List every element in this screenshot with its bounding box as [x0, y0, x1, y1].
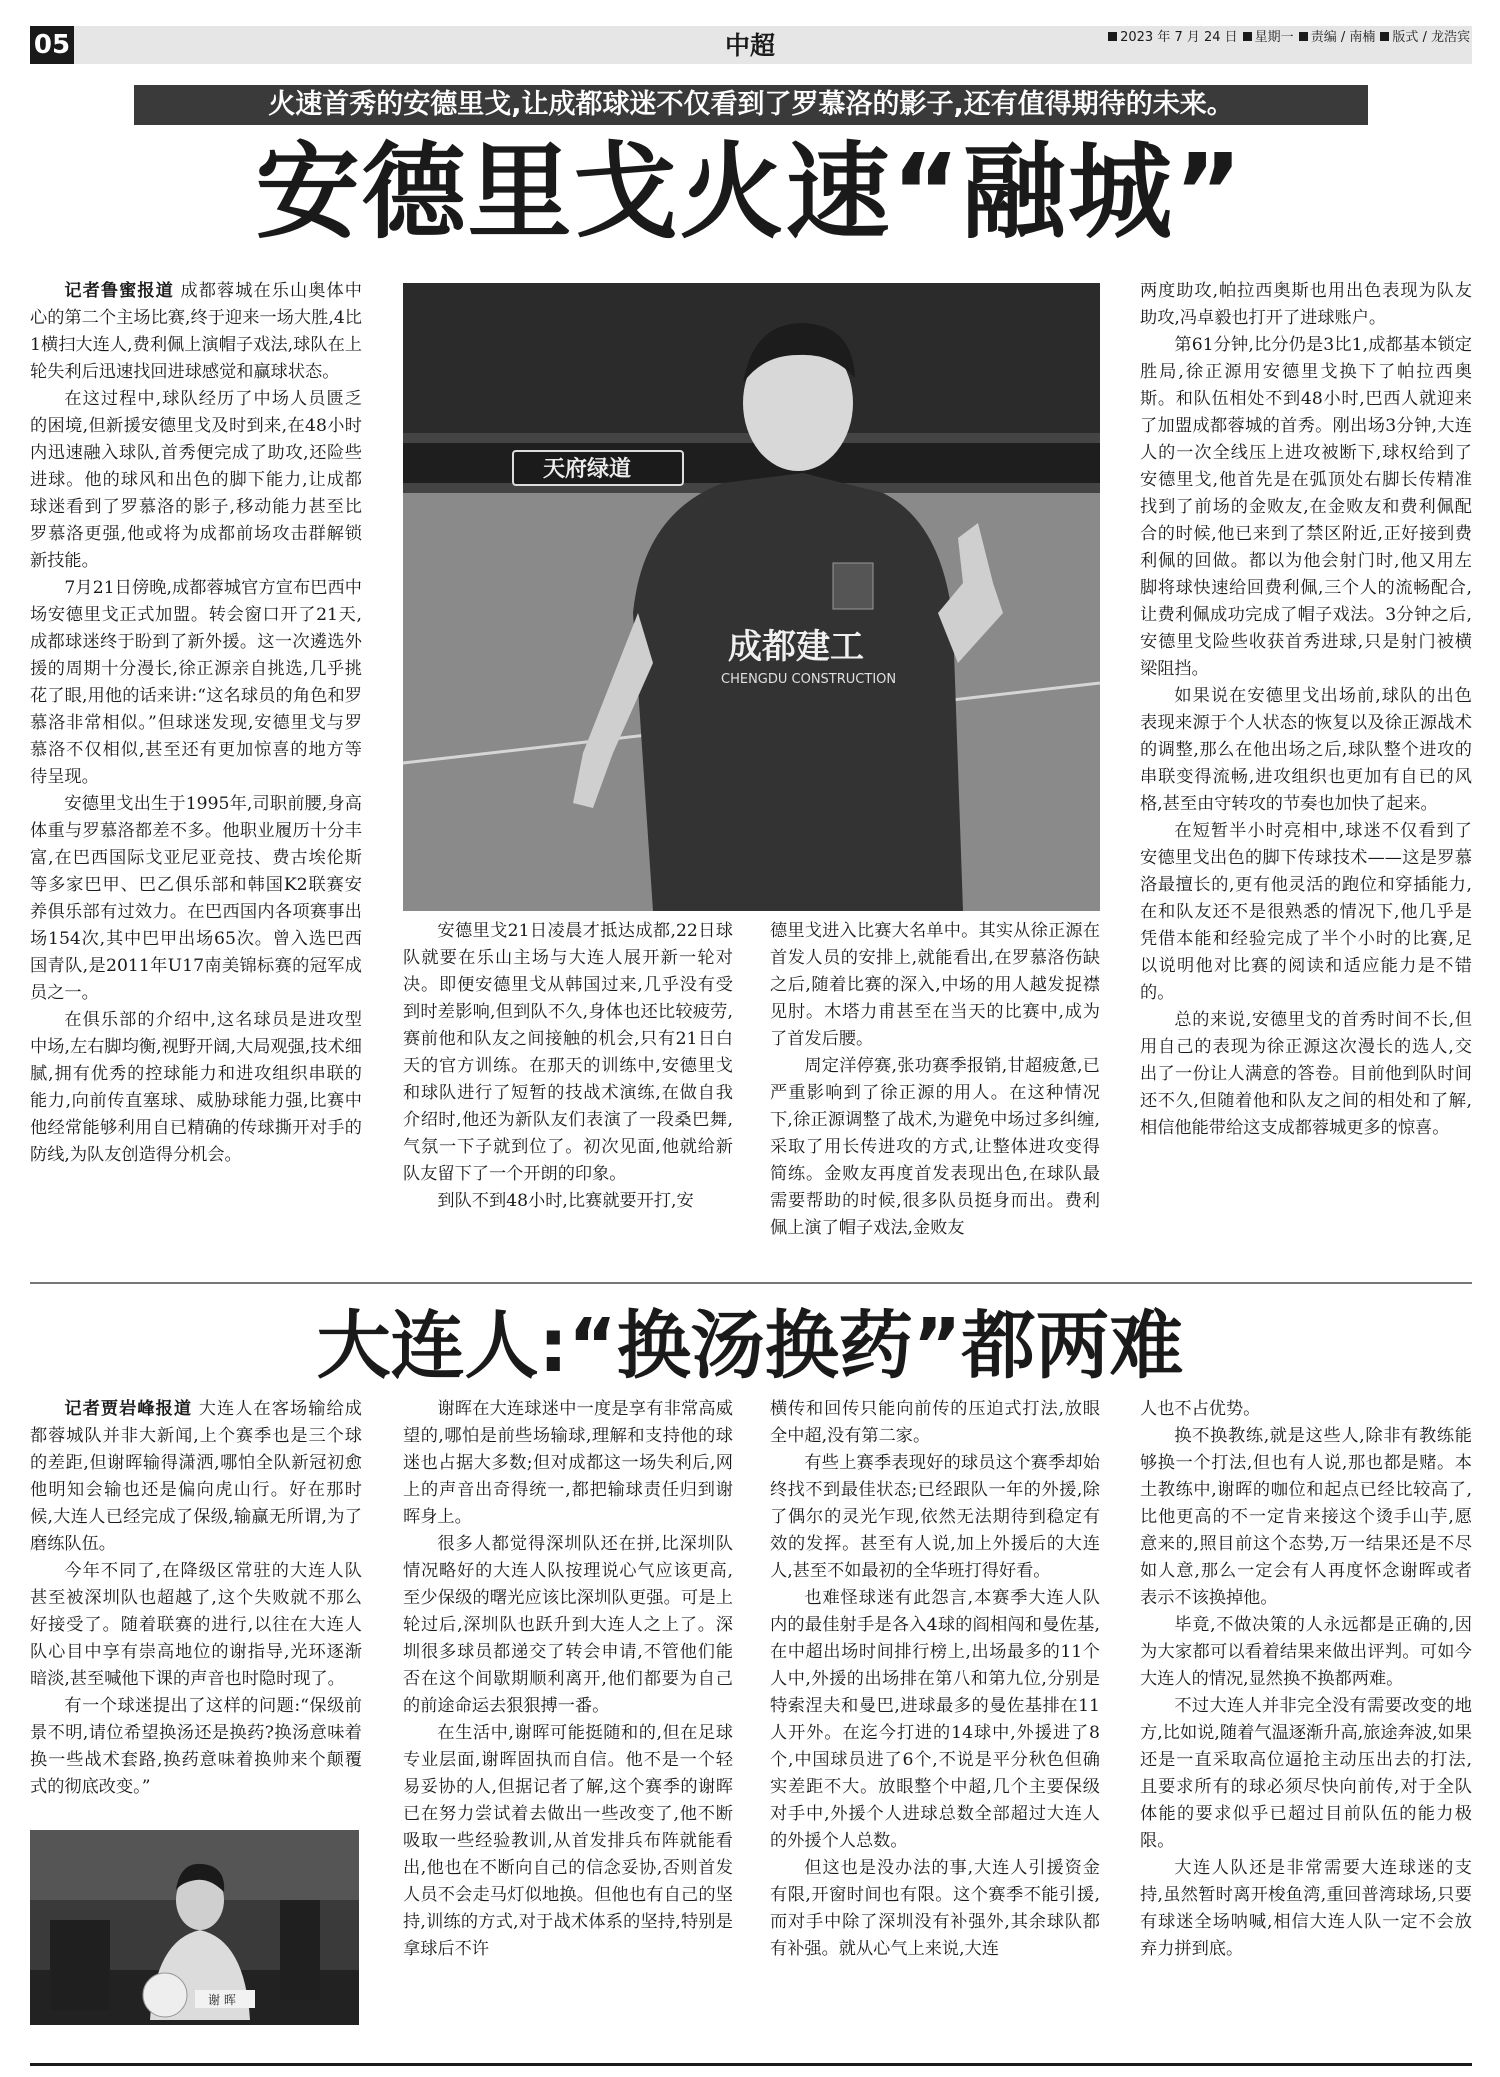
square-bullet-icon — [1108, 32, 1117, 41]
page-number: 05 — [30, 26, 74, 64]
issue-weekday: 星期一 — [1254, 30, 1294, 45]
player-photo-image — [403, 283, 1100, 911]
story2-column-1 — [30, 1396, 362, 1801]
paragraph: 安德里戈出生于1995年,司职前腰,身高体重与罗慕洛都差不多。他职业履历十分丰富,在巴西国际戈亚尼亚竞技、费古埃伦斯等多家巴甲、巴乙俱乐部和韩国K2联赛安养俱乐部有过效力。在巴西国内各项赛事出场154次,其中巴甲出场65次。曾入选巴西国青队,是2011年U17南美锦标赛的冠军成员之一。 — [30, 794, 362, 1003]
story2-column-3 — [770, 1396, 1100, 1963]
coach-photo-image — [30, 1830, 359, 2025]
paragraph: 第61分钟,比分仍是3比1,成都基本锁定胜局,徐正源用安德里戈换下了帕拉西奥斯。和队伍相处不到48小时,巴西人就迎来了加盟成都蓉城的首秀。刚出场3分钟,大连人的一次全线压上进攻被断下,球权给到了安德里戈,他首先是在弧顶处右脚长传精准找到了前场的金败友,在金败友和费利佩配合的时候,他已来到了禁区附近,正好接到费利佩的回做。都以为他会射门时,他又用左脚将球快速给回费利佩,三个人的流畅配合,让费利佩成功完成了帽子戏法。3分钟之后,安德里戈险些收获首秀进球,只是射门被横梁阻挡。 — [1140, 335, 1472, 679]
jersey-sponsor-en: CHENGDU CONSTRUCTION — [721, 672, 897, 687]
story1-column-1 — [30, 278, 362, 1169]
story1-subtitle: 火速首秀的安德里戈,让成都球迷不仅看到了罗慕洛的影子,还有值得期待的未来。 — [134, 85, 1368, 125]
story2-column-2 — [403, 1396, 733, 1963]
story1-headline: 安德里戈火速“融城” — [255, 131, 1245, 253]
paragraph: 7月21日傍晚,成都蓉城官方宣布巴西中场安德里戈正式加盟。转会窗口开了21天,成都球迷终于盼到了新外援。这一次遴选外援的周期十分漫长,徐正源亲自挑选,几乎挑花了眼,用他的话来讲:“这名球员的角色和罗慕洛非常相似。”但球迷发现,安德里戈与罗慕洛不仅相似,甚至还有更加惊喜的地方等待呈现。 — [30, 578, 362, 787]
paragraph: 也难怪球迷有此怨言,本赛季大连人队内的最佳射手是各入4球的阎相闯和曼佐基,在中超出场时间排行榜上,出场最多的11个人中,外援的出场排在第八和第九位,分别是特索涅夫和曼巴,进球最多的曼佐基排在11人开外。在迄今打进的14球中,外援进了8个,中国球员进了6个,不说是平分秋色但确实差距不大。放眼整个中超,几个主要保级对手中,外援个人进球总数全部超过大连人的外援个人总数。 — [770, 1588, 1100, 1851]
page-bottom-rule — [30, 2063, 1472, 2066]
paragraph: 很多人都觉得深圳队还在拼,比深圳队情况略好的大连人队按理说心气应该更高,至少保级的曙光应该比深圳队更强。可是上轮过后,深圳队也跃升到大连人之上了。深圳很多球员都递交了转会申请,不管他们能否在这个间歇期顺利离开,他们都要为自己的前途命运去狠狠搏一番。 — [403, 1534, 733, 1716]
issue-meta — [1103, 26, 1470, 64]
player-photo — [403, 283, 1100, 911]
square-bullet-icon — [1299, 32, 1308, 41]
layout-credit: 版式 / 龙浩宾 — [1392, 30, 1470, 45]
paragraph: 成都蓉城在乐山奥体中心的第二个主场比赛,终于迎来一场大胜,4比1横扫大连人,费利佩上演帽子戏法,球队在上轮失利后迅速找回进球感觉和赢球状态。 — [30, 281, 362, 382]
story1-column-4 — [1140, 278, 1472, 1142]
paragraph: 在短暂半小时亮相中,球迷不仅看到了安德里戈出色的脚下传球技术——这是罗慕洛最擅长的,更有他灵活的跑位和穿插能力,在和队友还不是很熟悉的情况下,他几乎是凭借本能和经验完成了半个小时的比赛,足以说明他对比赛的阅读和适应能力是不错的。 — [1140, 821, 1472, 1003]
story1-byline: 记者鲁蜜报道 — [64, 281, 174, 301]
square-bullet-icon — [1380, 32, 1389, 41]
paragraph: 在这过程中,球队经历了中场人员匮乏的困境,但新援安德里戈及时到来,在48小时内迅速融入球队,首秀便完成了助攻,还险些进球。他的球风和出色的脚下能力,让成都球迷看到了罗慕洛的影子,移动能力甚至比罗慕洛更强,他或将为成都前场攻击群解锁新技能。 — [30, 389, 362, 571]
paragraph: 周定洋停赛,张功赛季报销,甘超疲惫,已严重影响到了徐正源的用人。在这种情况下,徐正源调整了战术,为避免中场过多纠缠,采取了用长传进攻的方式,让整体进攻变得简练。金败友再度首发表现出色,在球队最需要帮助的时候,很多队员挺身而出。费利佩上演了帽子戏法,金败友 — [770, 1056, 1100, 1238]
nameplate: 谢 晖 — [208, 1993, 236, 2007]
paragraph: 总的来说,安德里戈的首秀时间不长,但用自己的表现为徐正源这次漫长的选人,交出了一份让人满意的答卷。目前他到队时间还不久,但随着他和队友之间的相处和了解,相信他能带给这支成都蓉城更多的惊喜。 — [1140, 1010, 1472, 1138]
square-bullet-icon — [1243, 32, 1252, 41]
editor-credit: 责编 / 南楠 — [1310, 30, 1376, 45]
coach-photo — [30, 1830, 359, 2025]
story2-headline: 大连人:“换汤换药”都两难 — [316, 1303, 1184, 1389]
paragraph: 有一个球迷提出了这样的问题:“保级前景不明,请位希望换汤还是换药?换汤意味着换一些战术套路,换药意味着换帅来个颠覆式的彻底改变。” — [30, 1696, 362, 1797]
story1-column-2 — [403, 918, 733, 1215]
paragraph: 如果说在安德里戈出场前,球队的出色表现来源于个人状态的恢复以及徐正源战术的调整,那么在他出场之后,球队整个进攻的串联变得流畅,进攻组织也更加有自已的风格,甚至由守转攻的节奏也加快了起来。 — [1140, 686, 1472, 814]
story1-column-3 — [770, 918, 1100, 1242]
paragraph: 德里戈进入比赛大名单中。其实从徐正源在首发人员的安排上,就能看出,在罗慕洛伤缺之后,随着比赛的深入,中场的用人越发捉襟见肘。木塔力甫甚至在当天的比赛中,成为了首发后腰。 — [770, 921, 1100, 1049]
paragraph: 大连人在客场输给成都蓉城队并非大新闻,上个赛季也是三个球的差距,但谢晖输得潇洒,哪怕全队新冠初愈他明知会输也还是偏向虎山行。好在那时候,大连人已经完成了保级,输赢无所谓,为了磨练队伍。 — [30, 1399, 362, 1554]
story2-byline: 记者贾岩峰报道 — [64, 1399, 193, 1419]
paragraph: 安德里戈21日凌晨才抵达成都,22日球队就要在乐山主场与大连人展开新一轮对决。即便安德里戈从韩国过来,几乎没有受到时差影响,但到队不久,身体也还比较疲劳,赛前他和队友之间接触的机会,只有21日白天的官方训练。在那天的训练中,安德里戈和球队进行了短暂的技战术演练,在做自我介绍时,他还为新队友们表演了一段桑巴舞,气氛一下子就到位了。初次见面,他就给新队友留下了一个开朗的印象。 — [403, 921, 733, 1184]
jersey-sponsor: 成都建工 — [728, 627, 864, 667]
section-divider — [30, 1282, 1472, 1284]
paragraph: 人也不占优势。 — [1140, 1399, 1261, 1419]
issue-date: 2023 年 7 月 24 日 — [1120, 30, 1238, 45]
paragraph: 不过大连人并非完全没有需要改变的地方,比如说,随着气温逐渐升高,旅途奔波,如果还是一直采取高位逼抢主动压出去的打法,且要求所有的球必须尽快向前传,对于全队体能的要求似乎已超过目前队伍的能力极限。 — [1140, 1696, 1472, 1851]
paragraph: 毕竟,不做决策的人永远都是正确的,因为大家都可以看着结果来做出评判。可如今大连人的情况,显然换不换都两难。 — [1140, 1615, 1472, 1689]
paragraph: 今年不同了,在降级区常驻的大连人队甚至被深圳队也超越了,这个失败就不那么好接受了。随着联赛的进行,以往在大连人队心目中享有崇高地位的谢指导,光环逐渐暗淡,甚至喊他下课的声音也时隐时现了。 — [30, 1561, 362, 1689]
paragraph: 谢晖在大连球迷中一度是享有非常高威望的,哪怕是前些场输球,理解和支持他的球迷也占据大多数;但对成都这一场失利后,网上的声音出奇得统一,都把输球责任归到谢晖身上。 — [403, 1399, 733, 1527]
section-title: 中超 — [724, 31, 775, 60]
board-text: 天府绿道 — [543, 457, 632, 482]
paragraph: 换不换教练,就是这些人,除非有教练能够换一个打法,但也有人说,那也都是赌。本土教练中,谢晖的咖位和起点已经比较高了,比他更高的不一定肯来接这个烫手山芋,愿意来的,照目前这个态势,万一结果还是不尽如人意,那么一定会有人再度怀念谢晖或者表示不该换掉他。 — [1140, 1426, 1472, 1608]
paragraph: 在俱乐部的介绍中,这名球员是进攻型中场,左右脚均衡,视野开阔,大局观强,技术细腻,拥有优秀的控球能力和进攻组织串联的能力,向前传直塞球、威胁球能力强,比赛中他经常能够利用自已精确的传球撕开对手的防线,为队友创造得分机会。 — [30, 1010, 362, 1165]
story2-column-4 — [1140, 1396, 1472, 1963]
paragraph: 两度助攻,帕拉西奥斯也用出色表现为队友助攻,冯卓毅也打开了进球账户。 — [1140, 281, 1472, 328]
paragraph: 在生活中,谢晖可能挺随和的,但在足球专业层面,谢晖固执而自信。他不是一个轻易妥协的人,但据记者了解,这个赛季的谢晖已在努力尝试着去做出一些改变了,他不断吸取一些经验教训,从首发排兵布阵就能看出,他也在不断向自己的信念妥协,否则首发人员不会走马灯似地换。但他也有自己的坚持,训练的方式,对于战术体系的坚持,特别是拿球后不许 — [403, 1723, 733, 1959]
paragraph: 大连人队还是非常需要大连球迷的支持,虽然暂时离开梭鱼湾,重回普湾球场,只要有球迷全场呐喊,相信大连人队一定不会放弃力拼到底。 — [1140, 1858, 1472, 1959]
paragraph: 有些上赛季表现好的球员这个赛季却始终找不到最佳状态;已经跟队一年的外援,除了偶尔的灵光乍现,依然无法期待到稳定有效的发挥。甚至有人说,加上外援后的大连人,甚至不如最初的全华班打得好看。 — [770, 1453, 1100, 1581]
paragraph: 横传和回传只能向前传的压迫式打法,放眼全中超,没有第二家。 — [770, 1399, 1100, 1446]
paragraph: 到队不到48小时,比赛就要开打,安 — [437, 1191, 694, 1211]
paragraph: 但这也是没办法的事,大连人引援资金有限,开窗时间也有限。这个赛季不能引援,而对手中除了深圳没有补强外,其余球队都有补强。就从心气上来说,大连 — [770, 1858, 1100, 1959]
